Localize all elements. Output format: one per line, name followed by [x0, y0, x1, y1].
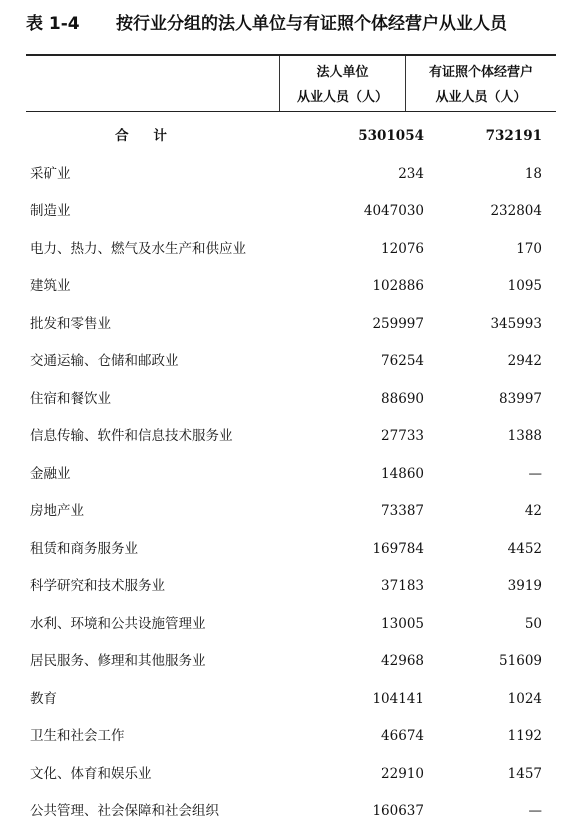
row-legal-unit-employees: 76254: [381, 353, 424, 369]
row-individual-household-employees: 83997: [499, 390, 542, 407]
row-legal-unit-employees: 160637: [372, 803, 424, 819]
row-industry-name: 信息传输、软件和信息技术服务业: [30, 428, 233, 444]
row-industry-name: 教育: [30, 690, 57, 707]
row-individual-household-employees: 4452: [507, 540, 542, 557]
row-individual-household-employees: 1095: [507, 278, 542, 294]
table-top-rule: [26, 54, 556, 56]
table-row: [26, 306, 556, 344]
row-industry-name: 卫生和社会工作: [30, 728, 125, 744]
row-individual-household-employees: 1192: [507, 728, 542, 744]
row-industry-name: 合 计: [115, 128, 177, 144]
row-legal-unit-employees: 259997: [372, 315, 424, 332]
table-row: [26, 643, 556, 681]
row-industry-name: 电力、热力、燃气及水生产和供应业: [30, 240, 246, 257]
table-row: [26, 381, 556, 419]
row-legal-unit-employees: 4047030: [363, 203, 424, 219]
table-total-row: [26, 118, 556, 156]
row-individual-household-employees: 2942: [507, 353, 542, 369]
row-individual-household-employees: 232804: [490, 203, 542, 219]
table-row: [26, 793, 556, 831]
table-row: [26, 606, 556, 644]
row-legal-unit-employees: 42968: [381, 653, 424, 669]
row-legal-unit-employees: 27733: [381, 428, 424, 444]
row-legal-unit-employees: 37183: [381, 578, 424, 594]
table-row: [26, 156, 556, 194]
row-legal-unit-employees: 12076: [381, 240, 424, 257]
table-row: [26, 718, 556, 756]
row-legal-unit-employees: 22910: [381, 765, 424, 782]
table-title: [26, 10, 566, 38]
column-header-line: 从业人员（人）: [296, 90, 388, 105]
row-individual-household-employees: 50: [524, 615, 542, 632]
row-individual-household-employees: —: [528, 803, 542, 819]
row-legal-unit-employees: 102886: [372, 278, 424, 294]
row-industry-name: 住宿和餐饮业: [30, 390, 111, 407]
row-individual-household-employees: 3919: [507, 578, 542, 594]
row-industry-name: 采矿业: [30, 165, 71, 182]
row-individual-household-employees: 42: [524, 503, 542, 519]
row-industry-name: 水利、环境和公共设施管理业: [30, 615, 206, 632]
row-legal-unit-employees: 46674: [381, 728, 424, 744]
row-industry-name: 公共管理、社会保障和社会组织: [30, 803, 219, 819]
row-legal-unit-employees: 13005: [381, 615, 424, 632]
table-body: [26, 118, 556, 831]
row-individual-household-employees: 51609: [499, 653, 542, 669]
row-legal-unit-employees: 88690: [381, 390, 424, 407]
row-individual-household-employees: 18: [524, 165, 542, 182]
row-industry-name: 制造业: [30, 203, 71, 219]
row-industry-name: 租赁和商务服务业: [30, 540, 138, 557]
row-legal-unit-employees: 234: [398, 165, 424, 182]
row-individual-household-employees: 732191: [485, 128, 542, 144]
row-legal-unit-employees: 104141: [372, 690, 424, 707]
row-individual-household-employees: 1457: [507, 765, 542, 782]
table-row: [26, 493, 556, 531]
row-industry-name: 居民服务、修理和其他服务业: [30, 653, 206, 669]
column-header-legal-units: [280, 60, 405, 108]
table-row: [26, 456, 556, 494]
row-individual-household-employees: —: [528, 465, 542, 482]
table-row: [26, 231, 556, 269]
table-row: [26, 193, 556, 231]
table-row: [26, 568, 556, 606]
row-industry-name: 批发和零售业: [30, 315, 111, 332]
row-individual-household-employees: 1388: [507, 428, 542, 444]
row-legal-unit-employees: 169784: [372, 540, 424, 557]
table-header-rule: [26, 111, 556, 112]
row-legal-unit-employees: 5301054: [358, 128, 424, 144]
table-row: [26, 343, 556, 381]
row-industry-name: 交通运输、仓储和邮政业: [30, 353, 179, 369]
table-row: [26, 681, 556, 719]
row-individual-household-employees: 1024: [507, 690, 542, 707]
row-industry-name: 科学研究和技术服务业: [30, 578, 165, 594]
column-header-line: 从业人员（人）: [435, 90, 527, 105]
row-legal-unit-employees: 73387: [381, 503, 424, 519]
column-header-line: 有证照个体经营户: [428, 65, 533, 80]
column-header-individual-households: [406, 60, 556, 108]
table-row: [26, 756, 556, 794]
table-row: [26, 531, 556, 569]
table-row: [26, 268, 556, 306]
table-title-text: 按行业分组的法人单位与有证照个体经营户从业人员: [116, 14, 507, 34]
column-header-line: 法人单位: [316, 65, 369, 80]
row-legal-unit-employees: 14860: [381, 465, 424, 482]
row-industry-name: 房地产业: [30, 503, 84, 519]
row-individual-household-employees: 170: [516, 240, 542, 257]
table-row: [26, 418, 556, 456]
row-individual-household-employees: 345993: [490, 315, 542, 332]
table-number: 表 1-4: [26, 14, 80, 34]
row-industry-name: 文化、体育和娱乐业: [30, 765, 152, 782]
row-industry-name: 金融业: [30, 465, 71, 482]
row-industry-name: 建筑业: [30, 278, 71, 294]
